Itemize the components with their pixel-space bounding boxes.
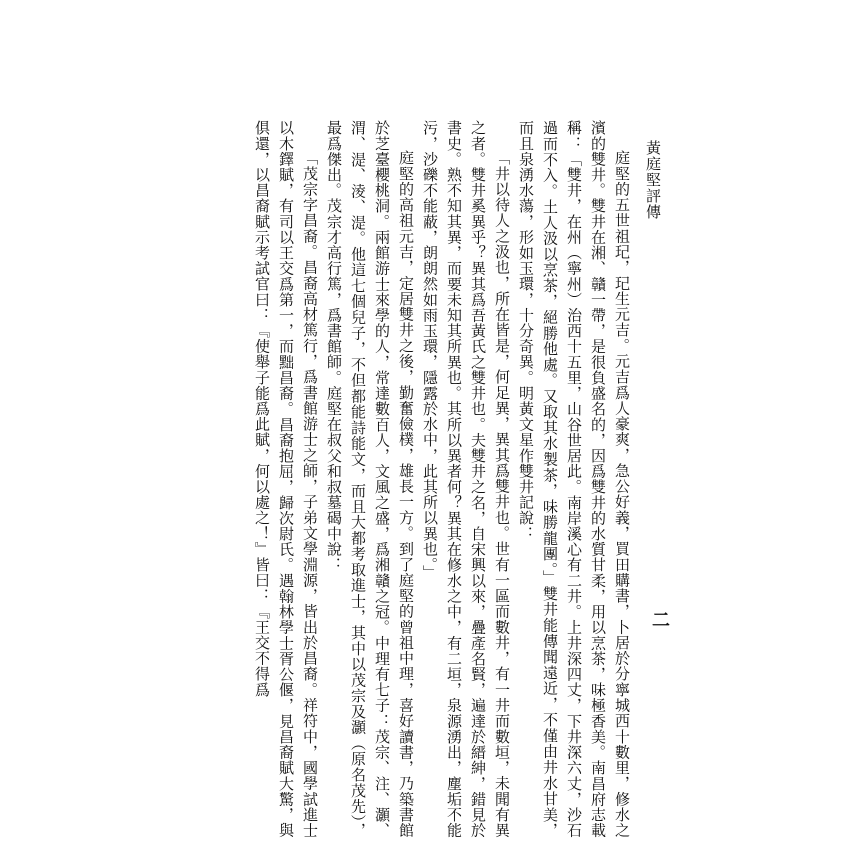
paragraph-2: 庭堅的高祖元吉，定居雙井之後，勤奮儉樸，雄長一方。到了庭堅的曾祖中理，喜好讀書，乃築書館於芝臺櫻桃洞。兩館游士來學的人，常達數百人，文風之盛，爲湘贛之冠。中理有七子：茂宗、注、灝、渭、湜、淩、湜。他這七個兒子，不但都能詩能文，而且大都考取進士，其中以茂宗及灝（原名茂先），最爲傑出。茂宗才高行篤，爲書館師。庭堅在叔父和叔墓碣中說：: [325, 120, 415, 838]
running-header: 黃庭堅評傳: [644, 140, 662, 220]
quotation-1: 「井以待人之汲也，所在皆是，何足異，異其爲雙井也。世有一區而數井，有一井而數垣，未聞有異之者。雙井奚異乎？異其爲吾黃氏之雙井也。夫雙井之名，自宋興以來，疊產名賢，遍達於縉紳，錯見於書史。熟不知其異，而要未知其所異也。其所以異者何？異其在修水之中，有二垣，泉源湧出，塵垢不能污，沙礫不能蔽，朗朗然如雨玉環，隱露於水中，此其所以異也。」: [421, 120, 511, 838]
body-text: [214, 120, 634, 838]
page-number: 二: [649, 610, 670, 628]
paragraph-1: 庭堅的五世祖玘，玘生元吉。元吉爲人豪爽，急公好義，買田購書，卜居於分寧城西十數里，修水之濱的雙井。雙井在湘、贛一帶，是很負盛名的，因爲雙井的水質甘柔，用以烹茶，味極香美。南昌府志載稱：「雙井，在州（寧州）治西十五里，山谷世居此。南岸溪心有二井。上井深四丈，下井深六丈，沙石過而不入。土人汲以烹茶，絕勝他處。又取其水製茶，味勝龍團。」雙井能傳聞遠近，不僅由井水甘美，而且泉湧水蕩，形如玉環，十分奇異。明黃文星作雙井記說：: [517, 120, 631, 838]
quotation-2: 「茂宗字昌裔。昌裔高材篤行，爲書館游士之師，子弟文學淵源，皆出於昌裔。祥符中，國學試進士以木鐸賦，有司以王交爲第一，而黜昌裔。昌裔抱屈，歸次尉氏。遇翰林學士胥公偃，見昌裔賦大驚，與俱還，以昌裔賦示考試官曰：『使舉子能爲此賦，何以處之！』皆曰：『王交不得爲: [253, 120, 319, 838]
